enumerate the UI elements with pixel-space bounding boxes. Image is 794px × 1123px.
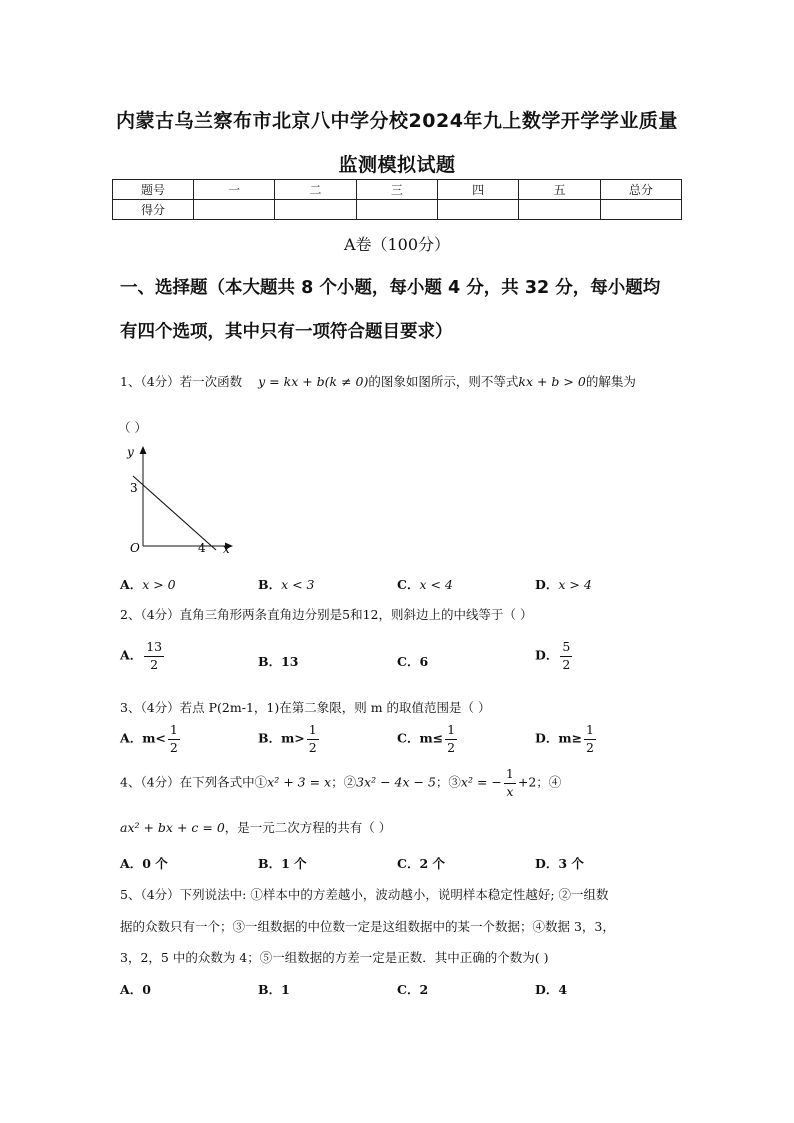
question-5-stem-line3: 3，2，5 中的众数为 4；⑤一组数据的方差一定是正数．其中正确的个数为( ) [120,950,549,965]
option-text: x > 4 [558,577,592,592]
question-4-stem-line2 [120,818,391,836]
option-text: m> [281,730,305,746]
numerator: 1 [307,724,319,740]
x-axis-label: x [223,542,230,556]
option-label: B． [258,856,282,871]
denominator: 2 [169,739,178,755]
option-text: 1 个 [281,856,307,871]
score-table-cell: 一 [194,180,275,200]
option-text: 0 [142,982,151,997]
score-table-cell: 五 [519,180,600,200]
q4-separator: ；③ [435,774,461,790]
q4-formula-2: 3x² − 4x − 5 [356,774,436,790]
denominator: 2 [150,656,159,672]
option-text: 6 [419,654,429,669]
option-text: 0 个 [142,856,168,871]
part1-heading-line1: 一、选择题（本大题共 8 个小题，每小题 4 分，共 32 分，每小题均 [120,278,661,298]
q4-option-c[interactable] [397,854,445,872]
q4-separator: ；② [331,774,357,790]
score-table [112,179,682,220]
q3-option-d[interactable] [535,724,598,754]
option-label: B． [258,654,282,669]
denominator: 2 [447,739,456,755]
option-text: 4 [558,982,568,997]
score-table-score-row [113,200,682,220]
option-label: D． [535,730,559,746]
q1-inequality: kx + b > 0 [518,374,586,389]
numerator: 13 [144,641,164,657]
option-label: A． [120,856,143,871]
option-label: D． [535,856,559,871]
option-label: C． [397,730,420,746]
fraction [168,724,180,754]
option-label: B． [258,982,282,997]
q3-option-c[interactable] [397,724,459,754]
q2-option-c[interactable] [397,652,428,670]
q4-formula-3: x² = − [460,774,502,790]
option-text: 3 个 [558,856,584,871]
q2-option-b[interactable] [258,652,298,670]
option-label: C． [397,982,420,997]
numerator: 1 [584,724,596,740]
option-text: m< [142,730,166,746]
q5-option-b[interactable] [258,980,290,998]
q4-separator: ；④ [536,774,562,790]
option-text: m≥ [558,730,583,746]
q3-option-a[interactable] [120,724,182,754]
fraction [560,641,572,671]
denominator: x [506,783,514,799]
exam-title-line2: 监测模拟试题 [338,154,456,176]
origin-label: O [130,541,140,555]
q4-option-d[interactable] [535,854,584,872]
denominator: 2 [586,739,594,755]
denominator: 2 [562,656,571,672]
fraction [504,768,516,798]
option-text: 2 [419,982,429,997]
option-label: D． [535,577,559,592]
q1-answer-paren: （ ） [118,420,147,435]
option-text: x > 0 [142,577,176,592]
option-label: A． [120,730,143,746]
option-label: A． [120,982,143,997]
y-axis-arrow [140,446,147,454]
question-2-stem: 2、（4分）直角三角形两条直角边分别是5和12，则斜边上的中线等于（ ） [120,607,533,622]
option-label: C． [397,577,420,592]
q4-option-b[interactable] [258,854,307,872]
option-text: 1 [281,982,290,997]
score-table-cell: 得分 [113,200,194,220]
q3-option-b[interactable] [258,724,321,754]
exam-title-line1: 内蒙古乌兰察布市北京八中学分校2024年九上数学开学学业质量 [116,110,678,132]
numerator: 1 [445,724,457,740]
score-table-cell: 三 [356,180,437,200]
score-table-cell [437,200,518,220]
score-table-cell [275,200,356,220]
y-intercept-label: 3 [130,481,138,495]
score-table-cell [194,200,275,220]
fraction [445,724,457,754]
option-label: A． [120,647,143,663]
option-text: m≤ [419,730,444,746]
score-table-cell: 二 [275,180,356,200]
q1-suffix: 的解集为 [585,374,636,389]
q4-formula-3-tail: +2 [517,774,537,790]
q5-option-a[interactable] [120,980,151,998]
q4-prefix: 4、（4分）在下列各式中① [120,774,268,790]
option-label: A． [120,577,143,592]
question-5-stem-line1: 5、（4分）下列说法中: ①样本中的方差越小，波动越小，说明样本稳定性越好; ②一组数 [120,887,609,902]
q4-line2-suffix: ，是一元二次方程的共有（ ） [224,820,392,835]
q4-formula-1: x² + 3 = x [267,774,332,790]
fraction [307,724,319,754]
part1-heading-line2: 有四个选项，其中只有一项符合题目要求） [120,322,453,342]
option-label: C． [397,654,420,669]
q1-option-a[interactable] [120,575,176,593]
option-text: x < 3 [281,577,315,592]
option-label: D． [535,982,559,997]
question-5-stem-line2: 据的众数只有一个；③一组数据的中位数一定是这组数据中的某一个数据；④数据 3，3， [120,919,615,934]
score-table-cell [519,200,600,220]
option-label: D． [535,647,559,663]
q5-option-c[interactable] [397,980,428,998]
x-intercept-label: 4 [198,541,206,555]
score-table-cell: 题号 [113,180,194,200]
option-text: 13 [281,654,299,669]
question-4-stem-line1 [120,768,561,798]
question-3-stem: 3、（4分）若点 P(2m-1，1)在第二象限，则 m 的取值范围是（ ） [120,700,491,715]
q1-formula: y = kx + b(k ≠ 0) [258,374,369,389]
q2-option-a[interactable] [120,641,166,671]
option-label: C． [397,856,420,871]
function-line [133,476,216,550]
q1-option-c[interactable] [397,575,453,593]
score-table-cell [356,200,437,220]
q1-option-b[interactable] [258,575,315,593]
numerator: 1 [504,768,516,784]
y-axis-label: y [127,445,134,459]
q5-option-d[interactable] [535,980,567,998]
score-table-header-row [113,180,682,200]
score-table-cell: 总分 [600,180,681,200]
q4-formula-4: ax² + bx + c = 0 [120,820,225,835]
fraction [144,641,164,671]
fraction [584,724,596,754]
q2-option-d[interactable] [535,641,574,671]
score-table-cell: 四 [437,180,518,200]
option-label: B． [258,577,282,592]
option-label: B． [258,730,282,746]
q1-prefix: 1、（4分）若一次函数 [120,374,243,389]
q1-middle: 的图象如图所示，则不等式 [368,374,519,389]
denominator: 2 [308,739,317,755]
option-text: x < 4 [419,577,453,592]
question-1-stem [120,372,636,390]
score-table-cell [600,200,681,220]
option-text: 2 个 [419,856,446,871]
section-heading: A卷（100分） [343,235,451,254]
q1-option-d[interactable] [535,575,592,593]
numerator: 1 [168,724,180,740]
numerator: 5 [560,641,572,657]
q4-option-a[interactable] [120,854,168,872]
q1-graph [112,436,247,562]
